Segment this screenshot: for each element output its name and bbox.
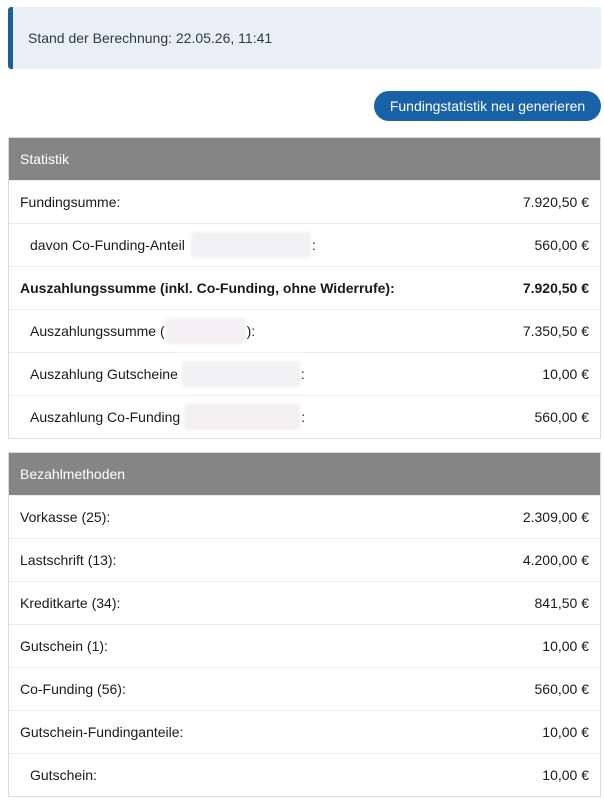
payment-row-co-funding bbox=[9, 667, 600, 710]
regenerate-statistics-button[interactable]: Fundingstatistik neu generieren bbox=[374, 91, 601, 121]
payment-row-gutschein-sub bbox=[9, 753, 600, 796]
row-value: 841,50 € bbox=[534, 595, 589, 611]
payment-row-gutschein bbox=[9, 624, 600, 667]
bezahlmethoden-header bbox=[9, 453, 600, 495]
statistik-row-auszahlungssumme-total bbox=[9, 266, 600, 309]
statistik-row-fundingsumme bbox=[9, 180, 600, 223]
calculation-status-text: Stand der Berechnung: 22.05.26, 11:41 bbox=[28, 30, 273, 46]
row-label: Gutschein: bbox=[30, 767, 97, 783]
statistik-panel bbox=[8, 137, 601, 439]
row-label: Gutschein (1): bbox=[20, 638, 108, 654]
bezahlmethoden-title: Bezahlmethoden bbox=[20, 466, 126, 482]
redacted-area bbox=[166, 318, 246, 344]
row-label: Gutschein-Fundinganteile: bbox=[20, 724, 184, 740]
statistik-title: Statistik bbox=[20, 151, 70, 167]
row-value: 7.920,50 € bbox=[522, 194, 589, 210]
row-label: Lastschrift (13): bbox=[20, 552, 117, 568]
statistik-row-auszahlung-co-funding bbox=[9, 395, 600, 438]
row-value: 7.920,50 € bbox=[522, 280, 589, 296]
bezahlmethoden-panel bbox=[8, 452, 601, 797]
row-label: Kreditkarte (34): bbox=[20, 595, 121, 611]
row-label: davon Co-Funding-Anteil : bbox=[20, 232, 316, 258]
row-value: 10,00 € bbox=[542, 366, 589, 382]
row-value: 560,00 € bbox=[534, 237, 589, 253]
row-label: Auszahlung Co-Funding : bbox=[20, 404, 305, 430]
row-label: Vorkasse (25): bbox=[20, 509, 111, 525]
row-value: 4.200,00 € bbox=[522, 552, 589, 568]
redacted-area bbox=[184, 404, 300, 430]
row-value: 10,00 € bbox=[542, 767, 589, 783]
row-label: Auszahlungssumme ( ): bbox=[20, 318, 255, 344]
payment-row-vorkasse bbox=[9, 495, 600, 538]
calculation-status-box bbox=[8, 7, 601, 69]
row-label: Auszahlungssumme (inkl. Co-Funding, ohne Widerrufe): bbox=[20, 280, 395, 296]
statistik-row-auszahlungssumme bbox=[9, 309, 600, 352]
redacted-area bbox=[182, 361, 300, 387]
row-value: 10,00 € bbox=[542, 724, 589, 740]
row-label: Auszahlung Gutscheine : bbox=[20, 361, 305, 387]
statistik-row-co-funding-anteil bbox=[9, 223, 600, 266]
row-value: 560,00 € bbox=[534, 409, 589, 425]
row-value: 7.350,50 € bbox=[522, 323, 589, 339]
statistik-header bbox=[9, 138, 600, 180]
row-value: 2.309,00 € bbox=[522, 509, 589, 525]
row-value: 10,00 € bbox=[542, 638, 589, 654]
statistik-row-auszahlung-gutscheine bbox=[9, 352, 600, 395]
row-value: 560,00 € bbox=[534, 681, 589, 697]
redacted-area bbox=[191, 232, 311, 258]
payment-row-gutschein-fundinganteile bbox=[9, 710, 600, 753]
payment-row-kreditkarte bbox=[9, 581, 600, 624]
row-label: Co-Funding (56): bbox=[20, 681, 126, 697]
row-label: Fundingsumme: bbox=[20, 194, 121, 210]
payment-row-lastschrift bbox=[9, 538, 600, 581]
